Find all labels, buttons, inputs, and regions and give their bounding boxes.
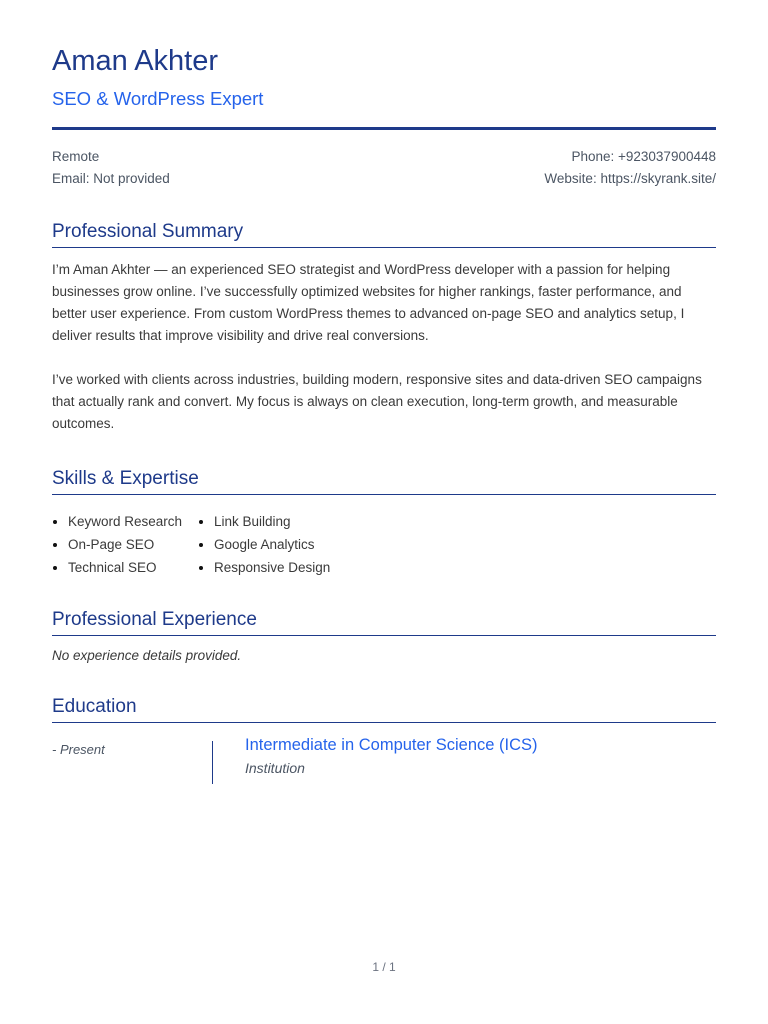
skills-column: [198, 510, 330, 579]
education-date: - Present: [52, 742, 105, 757]
skill-item: Google Analytics: [198, 533, 330, 556]
skill-item: On-Page SEO: [52, 533, 198, 556]
education-degree: Intermediate in Computer Science (ICS): [245, 736, 538, 754]
skill-item: Link Building: [198, 510, 330, 533]
page-number: 1 / 1: [372, 960, 396, 974]
contact-row: [52, 168, 716, 190]
education-institution: Institution: [245, 760, 305, 776]
education-timeline-divider: [212, 741, 213, 784]
contact-row: [52, 146, 716, 168]
location: Remote: [52, 149, 100, 164]
email: Email: Not provided: [52, 171, 170, 186]
experience-heading: Professional Experience: [52, 609, 716, 636]
summary-text: [52, 259, 716, 457]
skills-list: [52, 510, 330, 579]
summary-paragraph: I’m Aman Akhter — an experienced SEO strategist and WordPress developer with a passion for helping businesses grow online. I’ve successfully optimized websites for higher rankings, faster performance, and better user experience. From custom WordPress themes to advanced on-page SEO and analytics setup, I deliver results that improve visibility and drive real conversions.: [52, 262, 685, 343]
person-name: Aman Akhter: [52, 45, 219, 77]
skills-heading: Skills & Expertise: [52, 468, 716, 495]
skill-item: Responsive Design: [198, 556, 330, 579]
education-heading: Education: [52, 696, 716, 723]
job-title: SEO & WordPress Expert: [52, 88, 264, 109]
skill-item: Technical SEO: [52, 556, 198, 579]
website-link[interactable]: Website: https://skyrank.site/: [544, 171, 716, 186]
header-divider: [52, 127, 716, 130]
experience-empty-text: No experience details provided.: [52, 648, 242, 663]
phone: Phone: +923037900448: [571, 149, 716, 164]
summary-heading: Professional Summary: [52, 221, 716, 248]
contact-info: [52, 146, 716, 190]
skill-item: Keyword Research: [52, 510, 198, 533]
summary-paragraph: I’ve worked with clients across industries, building modern, responsive sites and data-driven SEO campaigns that actually rank and convert. My focus is always on clean execution, long-term growth, and measurable outcomes.: [52, 372, 702, 431]
skills-column: [52, 510, 198, 579]
